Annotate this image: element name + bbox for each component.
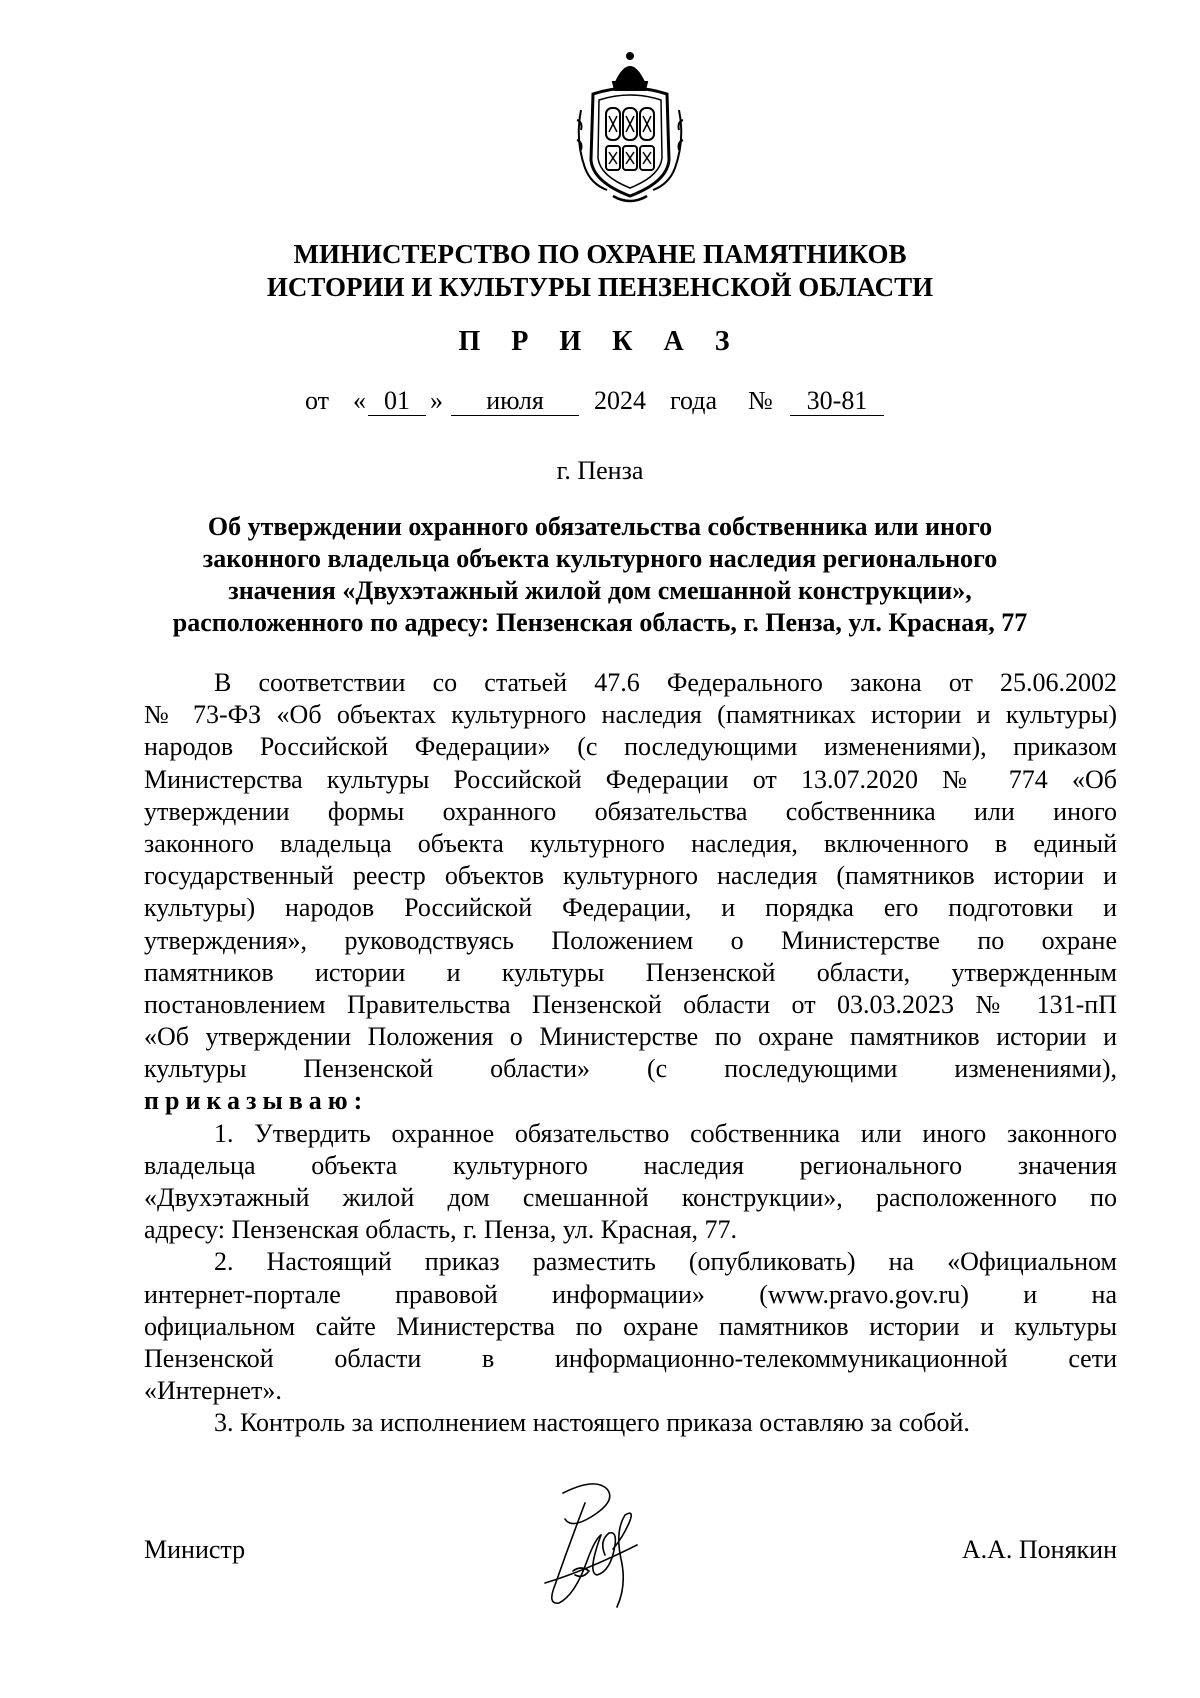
item2-line: «Интернет». xyxy=(144,1376,282,1406)
order-number: 30-81 xyxy=(790,387,884,416)
order-year: 2024 xyxy=(594,386,646,415)
item1-line: «Двухэтажный жилой дом смешанной конструкции», расположенного по xyxy=(144,1183,1117,1212)
item1-line: адресу: Пензенская область, г. Пенза, ул. Красная, 77. xyxy=(144,1215,738,1245)
order-day: 01 xyxy=(368,387,426,416)
signatory-name: А.А. Понякин xyxy=(961,1535,1117,1564)
quote-close: » xyxy=(430,386,443,415)
item2-line: Пензенской области в информационно-телекоммуникационной сети xyxy=(144,1343,1117,1373)
preamble-line: памятников истории и культуры Пензенской области, утвержденным xyxy=(144,957,1117,987)
preamble-line: законного владельца объекта культурного наследия, включенного в единый xyxy=(144,828,1117,858)
ministry-name-line2: ИСТОРИИ И КУЛЬТУРЫ ПЕНЗЕНСКОЙ ОБЛАСТИ xyxy=(266,272,934,302)
order-month: июля xyxy=(451,387,579,416)
number-sign: № xyxy=(748,386,773,415)
item2-line: интернет-портале правовой информации» (www.pravo.gov.ru) и на xyxy=(144,1279,1117,1309)
item3-line: 3. Контроль за исполнением настоящего приказа оставляю за собой. xyxy=(214,1408,970,1438)
preamble-line: культуры) народов Российской Федерации, и порядка его подготовки и xyxy=(144,893,1117,923)
order-title-line: законного владельца объекта культурного наследия регионального xyxy=(202,544,998,573)
orders-word: приказываю: xyxy=(144,1086,369,1116)
quote-open: « xyxy=(353,386,366,415)
year-word: года xyxy=(670,386,718,415)
item2-line: официальном сайте Министерства по охране памятников истории и культуры xyxy=(144,1311,1117,1341)
city-line: г. Пенза xyxy=(556,456,644,485)
preamble-line: Министерства культуры Российской Федерации от 13.07.2020 № 774 «Об xyxy=(144,764,1117,794)
coat-of-arms-emblem xyxy=(573,50,687,206)
preamble-line: утверждения», руководствуясь Положением о Министерстве по охране xyxy=(144,925,1117,955)
order-title-line: значения «Двухэтажный жилой дом смешанной конструкции», xyxy=(228,576,972,605)
preamble-line: народов Российской Федерации» (с последующими изменениями), приказом xyxy=(144,732,1117,762)
preamble-line: В соответствии со статьей 47.6 Федерального закона от 25.06.2002 xyxy=(214,668,1117,697)
item1-line: 1. Утвердить охранное обязательство собственника или иного законного xyxy=(214,1118,1117,1148)
order-title-line: Об утверждении охранного обязательства собственника или иного xyxy=(207,512,993,541)
document-type-heading: П Р И К А З xyxy=(458,326,742,357)
order-body xyxy=(144,667,1117,1440)
order-date-number-line xyxy=(0,386,1200,420)
preamble-line: утверждении формы охранного обязательства собственника или иного xyxy=(144,796,1117,826)
order-title-line: расположенного по адресу: Пензенская область, г. Пенза, ул. Красная, 77 xyxy=(172,608,1028,637)
preamble-line: № 73-ФЗ «Об объектах культурного наследия (памятниках истории и культуры) xyxy=(144,700,1117,730)
item1-line: владельца объекта культурного наследия регионального значения xyxy=(144,1150,1117,1180)
preamble-line: государственный реестр объектов культурного наследия (памятников истории и xyxy=(144,861,1117,891)
preamble-line: постановлением Правительства Пензенской области от 03.03.2023 № 131-пП xyxy=(144,989,1117,1019)
signatory-role: Министр xyxy=(144,1535,246,1564)
from-label: от xyxy=(305,386,330,415)
preamble-line: культуры Пензенской области» (с последующими изменениями), xyxy=(144,1054,1117,1084)
item2-line: 2. Настоящий приказ разместить (опубликовать) на «Официальном xyxy=(214,1247,1117,1277)
preamble-line: «Об утверждении Положения о Министерстве по охране памятников истории и xyxy=(144,1022,1117,1052)
ministry-name-line1: МИНИСТЕРСТВО ПО ОХРАНЕ ПАМЯТНИКОВ xyxy=(293,239,907,269)
signature-block xyxy=(144,1535,1117,1569)
